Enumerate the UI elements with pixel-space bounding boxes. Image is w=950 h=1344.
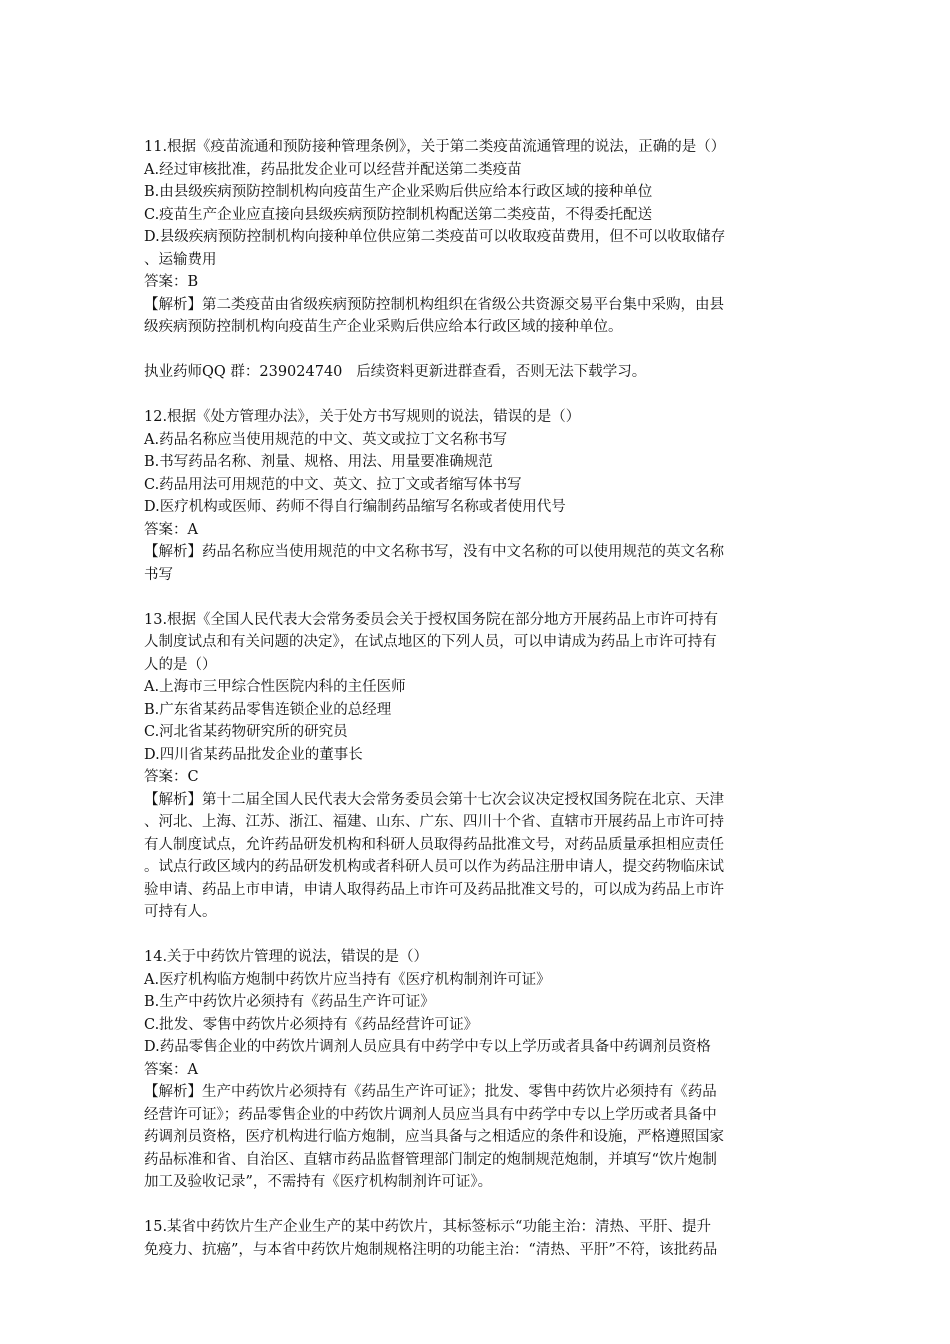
option-d: D.医疗机构或医师、药师不得自行编制药品缩写名称或者使用代号 — [144, 499, 566, 515]
qq-group-notice — [144, 361, 816, 384]
question-stem-continued: 人制度试点和有关问题的决定》，在试点地区的下列人员，可以申请成为药品上市许可持有 — [144, 634, 717, 650]
question-15 — [144, 1216, 816, 1261]
question-stem: 15.某省中药饮片生产企业生产的某中药饮片，其标签标示“功能主治：清热、平肝、提升 — [144, 1219, 711, 1235]
question-11 — [144, 136, 816, 339]
spacer — [144, 384, 816, 407]
explanation-continued: 药品标准和省、自治区、直辖市药品监督管理部门制定的炮制规范炮制，并填写“饮片炮制 — [144, 1151, 717, 1168]
question-stem: 11.根据《疫苗流通和预防接种管理条例》，关于第二类疫苗流通管理的说法，正确的是（） — [144, 139, 726, 155]
document-page — [144, 136, 816, 1261]
option-d: D.药品零售企业的中药饮片调剂人员应具有中药学中专以上学历或者具备中药调剂员资格 — [144, 1039, 711, 1055]
option-b: B.生产中药饮片必须持有《药品生产许可证》 — [144, 994, 435, 1010]
question-stem: 13.根据《全国人民代表大会常务委员会关于授权国务院在部分地方开展药品上市许可持有 — [144, 611, 719, 628]
spacer — [144, 924, 816, 947]
option-c: C.药品用法可用规范的中文、英文、拉丁文或者缩写体书写 — [144, 476, 522, 493]
explanation-continued: 、河北、上海、江苏、浙江、福建、山东、广东、四川十个省、直辖市开展药品上市许可持 — [144, 814, 724, 830]
question-12 — [144, 406, 816, 586]
spacer — [144, 339, 816, 362]
option-a: A.药品名称应当使用规范的中文、英文或拉丁文名称书写 — [144, 431, 508, 448]
option-c: C.疫苗生产企业应直接向县级疾病预防控制机构配送第二类疫苗，不得委托配送 — [144, 206, 653, 223]
answer: 答案：B — [144, 274, 199, 290]
explanation-continued: 药调剂员资格，医疗机构进行临方炮制，应当具备与之相适应的条件和设施，严格遵照国家 — [144, 1129, 724, 1145]
option-c: C.批发、零售中药饮片必须持有《药品经营许可证》 — [144, 1016, 479, 1033]
option-a: A.上海市三甲综合性医院内科的主任医师 — [144, 679, 406, 695]
answer: 答案：A — [144, 1061, 198, 1078]
option-d: D.县级疾病预防控制机构向接种单位供应第二类疫苗可以收取疫苗费用，但不可以收取储存 — [144, 229, 726, 245]
option-a: A.经过审核批准，药品批发企业可以经营并配送第二类疫苗 — [144, 161, 522, 178]
explanation: 【解析】生产中药饮片必须持有《药品生产许可证》；批发、零售中药饮片必须持有《药品 — [144, 1084, 717, 1100]
explanation-continued: 书写 — [144, 566, 173, 583]
question-stem: 12.根据《处方管理办法》，关于处方书写规则的说法，错误的是（） — [144, 409, 581, 425]
option-c: C.河北省某药物研究所的研究员 — [144, 724, 348, 740]
spacer — [144, 1194, 816, 1217]
explanation-continued: 验申请、药品上市申请，申请人取得药品上市许可及药品批准文号的，可以成为药品上市许 — [144, 881, 724, 898]
answer: 答案：A — [144, 521, 198, 538]
explanation: 【解析】第十二届全国人民代表大会常务委员会第十七次会议决定授权国务院在北京、天津 — [144, 791, 724, 808]
notice-text: 执业药师QQ 群：239024740 后续资料更新进群查看，否则无法下载学习。 — [144, 364, 647, 380]
question-stem-continued: 免疫力、抗癌”，与本省中药饮片炮制规格注明的功能主治：“清热、平肝”不符，该批药品 — [144, 1241, 718, 1258]
option-b: B.由县级疾病预防控制机构向疫苗生产企业采购后供应给本行政区域的接种单位 — [144, 184, 653, 200]
answer: 答案：C — [144, 769, 199, 785]
explanation-continued: 。试点行政区域内的药品研发机构或者科研人员可以作为药品注册申请人，提交药物临床试 — [144, 859, 724, 875]
option-b: B.广东省某药品零售连锁企业的总经理 — [144, 701, 392, 718]
explanation-continued: 经营许可证》；药品零售企业的中药饮片调剂人员应当具有中药学中专以上学历或者具备中 — [144, 1106, 717, 1123]
question-stem-continued: 人的是（） — [144, 656, 217, 673]
explanation: 【解析】第二类疫苗由省级疾病预防控制机构组织在省级公共资源交易平台集中采购，由县 — [144, 296, 724, 313]
question-14 — [144, 946, 816, 1194]
option-d: D.四川省某药品批发企业的董事长 — [144, 746, 363, 763]
explanation-continued: 可持有人。 — [144, 904, 217, 920]
question-stem: 14.关于中药饮片管理的说法，错误的是（） — [144, 949, 429, 965]
explanation-continued: 级疾病预防控制机构向疫苗生产企业采购后供应给本行政区域的接种单位。 — [144, 319, 623, 335]
explanation-continued: 加工及验收记录”，不需持有《医疗机构制剂许可证》。 — [144, 1174, 493, 1190]
explanation-continued: 有人制度试点，允许药品研发机构和科研人员取得药品批准文号，对药品质量承担相应责任 — [144, 836, 724, 853]
option-d-continued: 、运输费用 — [144, 251, 217, 268]
option-b: B.书写药品名称、剂量、规格、用法、用量要准确规范 — [144, 454, 493, 470]
spacer — [144, 586, 816, 609]
option-a: A.医疗机构临方炮制中药饮片应当持有《医疗机构制剂许可证》 — [144, 971, 551, 988]
question-13 — [144, 609, 816, 924]
explanation: 【解析】药品名称应当使用规范的中文名称书写，没有中文名称的可以使用规范的英文名称 — [144, 544, 724, 560]
